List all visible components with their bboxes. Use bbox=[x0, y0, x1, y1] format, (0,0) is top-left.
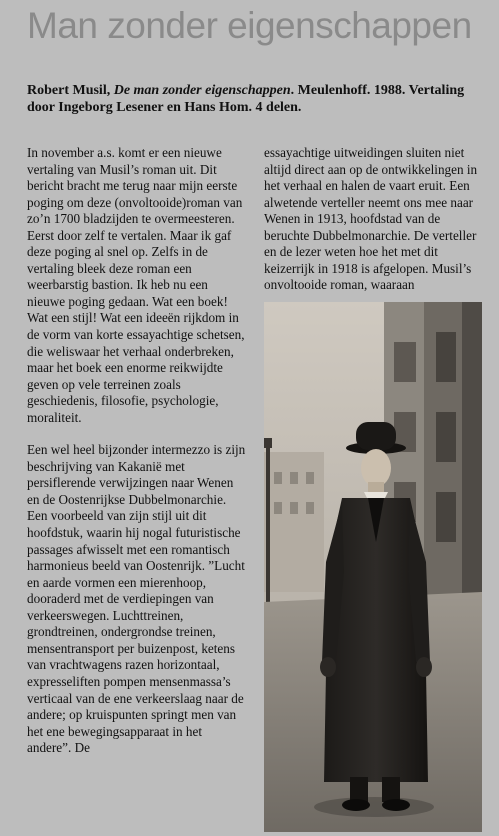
article-column-right bbox=[264, 145, 486, 294]
article-paragraph-1: In november a.s. komt er een nieuwe vertaling van Musil’s roman uit. Dit bericht bracht me terug naar mijn eerste poging om deze (onvoltooide)roman van zo’n 1700 bladzijden te overmeesteren. Eerst door zelf te vertalen. Maar ik gaf deze poging al snel op. Zelfs in de vertaling bleek deze roman een weerbarstig bastion. Ik heb nu een nieuwe poging gedaan. Wat een boek! Wat een stijl! Wat een ideeën rijkdom in de vorm van korte essayachtige schetsen, die weliswaar het verhaal onderbreken, maar het boek een enorme reikwijdte geven op vele terreinen zoals geschiedenis, filosofie, psychologie, moraliteit. bbox=[27, 145, 245, 425]
article-paragraph-3: essayachtige uitweidingen sluiten niet altijd direct aan op de ontwikkelingen in het verhaal en halen de vaart eruit. Een alwetende verteller neemt ons mee naar Wenen in 1913, hoofdstad van de beruchte Dubbelmonarchie. De verteller en de lezer weten hoe het met dit keizerrijk in 1918 is afgelopen. Musil’s onvoltooide roman, waaraan bbox=[264, 145, 478, 293]
portrait-photo bbox=[264, 302, 482, 832]
biblio-author: Robert Musil, bbox=[27, 83, 114, 98]
article-column-left bbox=[27, 145, 249, 757]
article-paragraph-2: Een wel heel bijzonder intermezzo is zijn beschrijving van Kakanië met persiflerende verwijzingen naar Wenen en de Oostenrijkse Dubbelmonarchie. Een voorbeeld van zijn stijl uit dit hoofdstuk, waarin hij nogal futuristische passages afwisselt met een romantisch harmonieus beeld van Oostenrijk. ”Lucht en aarde vormen een mierenhoop, dooraderd met de verdiepingen van verkeerswegen. Luchttreinen, grondtreinen, ondergrondse treinen, mensentransport per buizenpost, ketens van vrachtwagens razen horizontaal, expresseliften pompen mensenmassa’s verticaal van de ene verkeerslaag naar de andere; op kruispunten springt men van het ene bewegingsapparaat in het andere”. De bbox=[27, 442, 246, 756]
bibliographic-info bbox=[27, 82, 482, 116]
page-title: Man zonder eigenschappen bbox=[27, 5, 472, 46]
biblio-details: . Meulenhoff. 1988. Vertaling door Ingeborg Lesener en Hans Hom. 4 delen. bbox=[27, 83, 465, 115]
biblio-book-title: De man zonder eigenschappen bbox=[113, 83, 291, 98]
